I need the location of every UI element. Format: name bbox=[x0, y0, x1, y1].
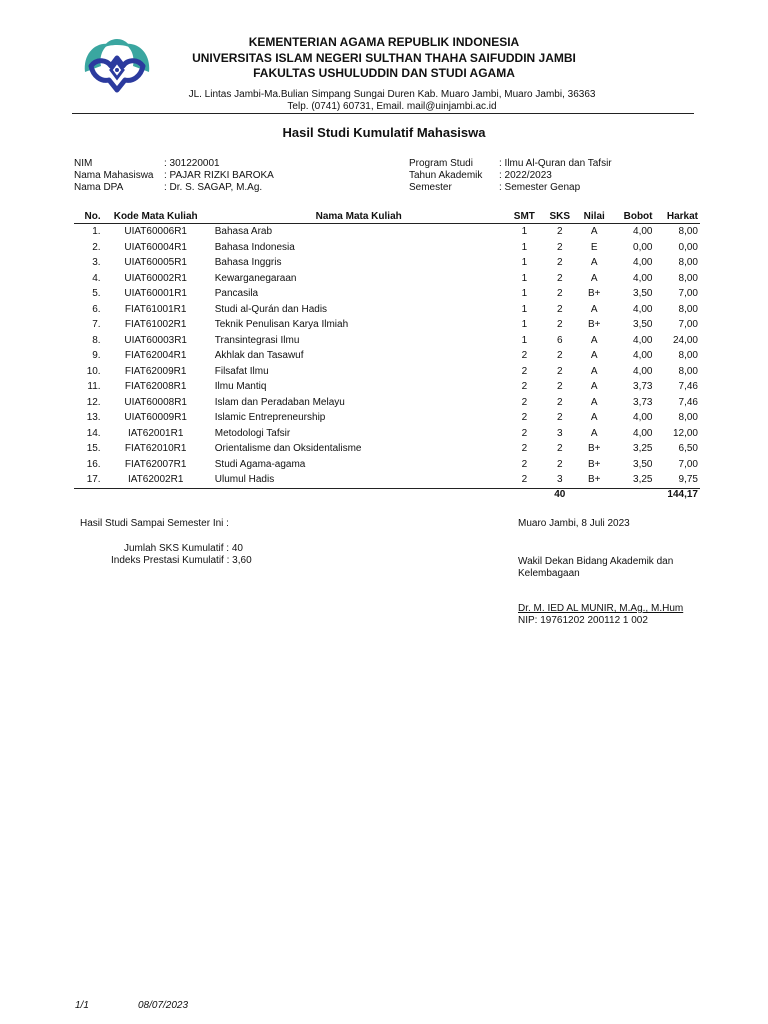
row-sks: 2 bbox=[556, 288, 563, 299]
dpa-label: Nama DPA bbox=[74, 182, 124, 193]
address-line: JL. Lintas Jambi-Ma.Bulian Simpang Sungai Duren Kab. Muaro Jambi, Muaro Jambi, 36363 bbox=[188, 89, 596, 100]
table-row bbox=[74, 286, 700, 302]
row-points: 8,00 bbox=[678, 272, 698, 284]
row-grade: B+ bbox=[587, 319, 601, 330]
row-smt: 2 bbox=[521, 443, 528, 454]
header-course-name: Nama Mata Kuliah bbox=[315, 211, 402, 222]
university-name: UNIVERSITAS ISLAM NEGERI SULTHAN THAHA SAIFUDDIN JAMBI bbox=[192, 51, 576, 65]
row-weight: 4,00 bbox=[633, 427, 653, 439]
table-row bbox=[74, 410, 700, 426]
row-grade: B+ bbox=[587, 458, 601, 470]
row-points: 7,00 bbox=[678, 458, 698, 470]
row-smt: 2 bbox=[521, 458, 528, 470]
row-weight: 3,25 bbox=[633, 443, 653, 454]
row-points: 9,75 bbox=[678, 474, 698, 485]
row-course-name: Teknik Penulisan Karya Ilmiah bbox=[214, 319, 349, 330]
row-points: 8,00 bbox=[678, 412, 698, 423]
row-sks: 2 bbox=[556, 303, 563, 315]
row-points: 8,00 bbox=[678, 226, 698, 237]
row-smt: 2 bbox=[521, 474, 528, 485]
row-weight: 4,00 bbox=[633, 365, 653, 377]
program-label: Program Studi bbox=[409, 158, 473, 169]
row-code: UIAT60009R1 bbox=[124, 412, 187, 423]
table-row bbox=[74, 333, 700, 349]
row-code: IAT62001R1 bbox=[127, 427, 184, 439]
cumulative-gpa: Indeks Prestasi Kumulatif : 3,60 bbox=[111, 555, 252, 566]
total-harkat: 144,17 bbox=[667, 488, 698, 500]
header-weight: Bobot bbox=[623, 211, 653, 222]
signatory-name: Dr. M. IED AL MUNIR, M.Ag., M.Hum bbox=[518, 603, 684, 614]
row-smt: 2 bbox=[521, 396, 528, 408]
row-weight: 3,50 bbox=[633, 288, 653, 299]
header-code: Kode Mata Kuliah bbox=[113, 211, 198, 222]
row-course-name: Kewarganegaraan bbox=[214, 272, 297, 284]
logo-arch-right bbox=[125, 44, 149, 72]
row-smt: 1 bbox=[521, 334, 528, 346]
row-grade: B+ bbox=[587, 288, 601, 299]
row-grade: A bbox=[590, 427, 598, 439]
row-code: UIAT60003R1 bbox=[124, 334, 187, 346]
row-points: 8,00 bbox=[678, 365, 698, 377]
row-sks: 2 bbox=[556, 241, 563, 253]
row-course-name: Ulumul Hadis bbox=[214, 474, 275, 485]
row-weight: 0,00 bbox=[633, 241, 653, 253]
logo-arch-left bbox=[85, 44, 109, 72]
cumulative-sks: Jumlah SKS Kumulatif : 40 bbox=[124, 543, 243, 554]
row-smt: 1 bbox=[521, 319, 528, 330]
row-sks: 2 bbox=[556, 272, 563, 284]
row-smt: 2 bbox=[521, 412, 528, 423]
row-no: 17. bbox=[86, 474, 101, 485]
page-number: 1/1 bbox=[75, 1000, 89, 1011]
row-points: 24,00 bbox=[672, 334, 698, 346]
table-row bbox=[74, 224, 700, 240]
row-grade: A bbox=[590, 396, 598, 408]
contact-line: Telp. (0741) 60731, Email. mail@uinjambi.ac.id bbox=[287, 101, 497, 112]
row-no: 3. bbox=[92, 257, 101, 268]
header-grade: Nilai bbox=[583, 211, 605, 222]
row-smt: 2 bbox=[521, 350, 528, 361]
table-row bbox=[74, 395, 700, 411]
row-code: FIAT62010R1 bbox=[124, 443, 187, 454]
row-grade: A bbox=[590, 412, 598, 423]
row-no: 13. bbox=[86, 412, 101, 423]
row-no: 14. bbox=[86, 427, 101, 439]
row-weight: 4,00 bbox=[633, 334, 653, 346]
row-weight: 4,00 bbox=[633, 272, 653, 284]
row-no: 6. bbox=[92, 303, 101, 315]
row-code: UIAT60004R1 bbox=[124, 241, 187, 253]
row-no: 10. bbox=[86, 365, 101, 377]
table-row bbox=[74, 317, 700, 333]
row-weight: 3,25 bbox=[633, 474, 653, 485]
row-sks: 2 bbox=[556, 458, 563, 470]
grades-table bbox=[74, 211, 700, 501]
row-no: 7. bbox=[92, 319, 101, 330]
table-row bbox=[74, 302, 700, 318]
header-points: Harkat bbox=[666, 211, 698, 222]
row-grade: A bbox=[590, 381, 598, 392]
row-no: 9. bbox=[92, 350, 101, 361]
row-sks: 2 bbox=[556, 319, 563, 330]
table-row bbox=[74, 240, 700, 256]
row-sks: 2 bbox=[556, 381, 563, 392]
signature-position-line1: Wakil Dekan Bidang Akademik dan bbox=[518, 556, 674, 567]
print-date: 08/07/2023 bbox=[138, 1000, 189, 1011]
row-code: FIAT62007R1 bbox=[124, 458, 187, 470]
row-no: 12. bbox=[86, 396, 101, 408]
row-grade: B+ bbox=[587, 474, 601, 485]
row-code: UIAT60008R1 bbox=[124, 396, 187, 408]
row-course-name: Studi Agama-agama bbox=[214, 458, 306, 470]
row-points: 7,46 bbox=[678, 396, 698, 408]
row-course-name: Orientalisme dan Oksidentalisme bbox=[214, 443, 362, 454]
row-grade: A bbox=[590, 226, 598, 237]
row-course-name: Bahasa Indonesia bbox=[214, 241, 295, 253]
row-course-name: Filsafat Ilmu bbox=[214, 365, 269, 377]
row-no: 5. bbox=[92, 288, 101, 299]
table-row bbox=[74, 255, 700, 271]
row-code: IAT62002R1 bbox=[127, 474, 184, 485]
signatory-nip: NIP: 19761202 200112 1 002 bbox=[518, 615, 648, 626]
row-smt: 1 bbox=[521, 241, 528, 253]
table-row bbox=[74, 379, 700, 395]
table-row bbox=[74, 348, 700, 364]
row-course-name: Islamic Entrepreneurship bbox=[214, 412, 326, 423]
row-weight: 4,00 bbox=[633, 257, 653, 268]
row-smt: 1 bbox=[521, 257, 528, 268]
row-grade: A bbox=[590, 257, 598, 268]
row-code: FIAT61001R1 bbox=[124, 303, 187, 315]
row-sks: 2 bbox=[556, 257, 563, 268]
row-course-name: Islam dan Peradaban Melayu bbox=[214, 396, 345, 408]
dpa-value: : Dr. S. SAGAP, M.Ag. bbox=[164, 182, 263, 193]
row-no: 1. bbox=[92, 226, 101, 237]
student-name-label: Nama Mahasiswa bbox=[74, 170, 154, 181]
semester-value: : Semester Genap bbox=[499, 182, 581, 193]
row-smt: 2 bbox=[521, 365, 528, 377]
row-grade: B+ bbox=[587, 443, 601, 454]
row-points: 7,00 bbox=[678, 288, 698, 299]
table-row bbox=[74, 457, 700, 473]
summary-heading: Hasil Studi Sampai Semester Ini : bbox=[80, 518, 229, 529]
signature-place-date: Muaro Jambi, 8 Juli 2023 bbox=[518, 518, 630, 529]
row-weight: 4,00 bbox=[633, 350, 653, 361]
row-course-name: Bahasa Inggris bbox=[214, 257, 282, 268]
row-code: FIAT62008R1 bbox=[124, 381, 187, 392]
university-logo bbox=[79, 32, 155, 96]
logo-dot bbox=[115, 68, 119, 72]
row-code: UIAT60001R1 bbox=[124, 288, 187, 299]
nim-value: : 301220001 bbox=[164, 158, 220, 169]
nim-label: NIM bbox=[74, 158, 93, 169]
row-sks: 2 bbox=[556, 350, 563, 361]
row-course-name: Metodologi Tafsir bbox=[214, 427, 291, 439]
document-title: Hasil Studi Kumulatif Mahasiswa bbox=[282, 125, 486, 140]
academic-year-value: : 2022/2023 bbox=[499, 170, 552, 181]
header-divider bbox=[72, 113, 694, 114]
row-no: 2. bbox=[92, 241, 101, 253]
row-weight: 3,50 bbox=[633, 319, 653, 330]
row-sks: 3 bbox=[556, 474, 563, 485]
row-points: 7,00 bbox=[678, 319, 698, 330]
row-sks: 2 bbox=[556, 365, 563, 377]
row-sks: 2 bbox=[556, 443, 563, 454]
row-sks: 2 bbox=[556, 396, 563, 408]
row-grade: A bbox=[590, 303, 598, 315]
header-smt: SMT bbox=[513, 211, 535, 222]
header-no: No. bbox=[84, 211, 101, 222]
row-no: 15. bbox=[86, 443, 101, 454]
row-weight: 4,00 bbox=[633, 226, 653, 237]
semester-label: Semester bbox=[409, 182, 452, 193]
row-weight: 4,00 bbox=[633, 412, 653, 423]
table-row bbox=[74, 364, 700, 380]
table-total-row bbox=[74, 488, 700, 501]
row-no: 16. bbox=[86, 458, 101, 470]
row-smt: 2 bbox=[521, 381, 528, 392]
table-body bbox=[74, 224, 700, 489]
row-points: 8,00 bbox=[678, 257, 698, 268]
row-sks: 2 bbox=[556, 412, 563, 423]
table-row bbox=[74, 472, 700, 488]
table-header-row bbox=[74, 211, 700, 224]
row-course-name: Akhlak dan Tasawuf bbox=[214, 350, 304, 361]
row-grade: E bbox=[590, 241, 598, 253]
row-points: 8,00 bbox=[678, 350, 698, 361]
row-weight: 4,00 bbox=[633, 303, 653, 315]
row-points: 7,46 bbox=[678, 381, 698, 392]
row-course-name: Studi al-Qurán dan Hadis bbox=[214, 303, 328, 315]
academic-year-label: Tahun Akademik bbox=[409, 170, 483, 181]
row-no: 11. bbox=[87, 381, 101, 392]
row-code: UIAT60005R1 bbox=[124, 257, 187, 268]
row-smt: 1 bbox=[521, 272, 528, 284]
row-sks: 6 bbox=[556, 334, 563, 346]
program-value: : Ilmu Al-Quran dan Tafsir bbox=[499, 158, 612, 169]
row-no: 4. bbox=[92, 272, 101, 284]
row-code: FIAT61002R1 bbox=[124, 319, 187, 330]
table-row bbox=[74, 271, 700, 287]
row-grade: A bbox=[590, 350, 598, 361]
row-code: UIAT60006R1 bbox=[124, 226, 187, 237]
total-sks: 40 bbox=[554, 488, 566, 500]
row-weight: 3,73 bbox=[633, 396, 653, 408]
ministry-name: KEMENTERIAN AGAMA REPUBLIK INDONESIA bbox=[248, 35, 520, 49]
row-code: FIAT62004R1 bbox=[124, 350, 187, 361]
logo-arch-top bbox=[103, 39, 131, 48]
row-smt: 1 bbox=[521, 303, 528, 315]
table-row bbox=[74, 426, 700, 442]
row-code: FIAT62009R1 bbox=[124, 365, 187, 377]
row-course-name: Ilmu Mantiq bbox=[214, 381, 267, 392]
faculty-name: FAKULTAS USHULUDDIN DAN STUDI AGAMA bbox=[253, 66, 515, 80]
row-no: 8. bbox=[92, 334, 101, 346]
row-course-name: Transintegrasi Ilmu bbox=[214, 334, 300, 346]
student-name-value: : PAJAR RIZKI BAROKA bbox=[164, 170, 274, 181]
row-course-name: Pancasila bbox=[214, 288, 259, 299]
table-row bbox=[74, 441, 700, 457]
row-points: 8,00 bbox=[678, 303, 698, 315]
row-smt: 2 bbox=[521, 427, 528, 439]
row-weight: 3,73 bbox=[633, 381, 653, 392]
row-sks: 2 bbox=[556, 226, 563, 237]
row-smt: 1 bbox=[521, 226, 528, 237]
row-grade: A bbox=[590, 272, 598, 284]
header-sks: SKS bbox=[549, 211, 571, 222]
row-points: 0,00 bbox=[678, 241, 698, 253]
row-weight: 3,50 bbox=[633, 458, 653, 470]
row-code: UIAT60002R1 bbox=[124, 272, 187, 284]
signature-position-line2: Kelembagaan bbox=[518, 568, 580, 579]
row-sks: 3 bbox=[556, 427, 563, 439]
row-grade: A bbox=[590, 334, 598, 346]
row-grade: A bbox=[590, 365, 598, 377]
row-points: 12,00 bbox=[672, 427, 698, 439]
row-points: 6,50 bbox=[678, 443, 698, 454]
row-smt: 1 bbox=[521, 288, 528, 299]
row-course-name: Bahasa Arab bbox=[214, 226, 273, 237]
